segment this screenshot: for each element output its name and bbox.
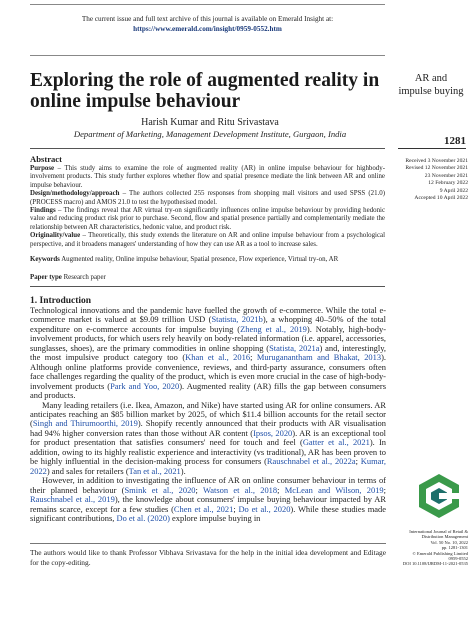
citation-link[interactable]: Rauschnabel et al., 2022a bbox=[266, 456, 356, 467]
body-text: ), the knowledge about consumers' impulse buying behaviour impacted by AR remains scarce, except for a few studies ( bbox=[30, 494, 386, 514]
archive-notice-text: The current issue and full text archive of this journal is available on Emerald Insight at: bbox=[81, 15, 334, 23]
received-line: 9 April 2022 bbox=[439, 187, 468, 194]
paper-type bbox=[30, 274, 106, 281]
body-text: Technological innovations and the pandemic have fuelled the growth of e-commerce. While the total e-commerce market is valued at $9.09 trillion USD ( bbox=[30, 305, 386, 325]
design-text: – The authors collected 255 responses from shopping mall visitors and used SPSS (21.0) (PROCESS macro) and AMOS 21.0 to test the hypothesised model. bbox=[30, 190, 385, 206]
archive-url-link[interactable]: https://www.emerald.com/insight/0959-0552.htm bbox=[133, 25, 282, 33]
paper-title: Exploring the role of augmented reality in online impulse behaviour bbox=[30, 70, 380, 112]
publisher-logo-icon bbox=[415, 472, 463, 520]
body-text: ). While these studies made significant contributions, bbox=[30, 503, 386, 523]
body-text: explore impulse buying in bbox=[169, 512, 261, 523]
body-text: ). AR is an exceptional tool for product presentation that satisfies consumers' need for touch and feel ( bbox=[30, 427, 387, 448]
citation-link[interactable]: Statista, 2021b bbox=[211, 314, 263, 325]
citation-link[interactable]: Muruganantham and Bhakat, 2013 bbox=[256, 352, 382, 363]
purpose-label: Purpose bbox=[30, 165, 55, 172]
abstract-findings bbox=[30, 207, 385, 232]
body-text: ). Although online platforms provide convenience, reviews, and third-party assurance, consumers often face challenges regarding the quality of the product, which is even more crucial in the case of high-body-involvement products ( bbox=[30, 352, 386, 391]
journal-line: Distribution Management bbox=[421, 534, 468, 540]
citation-link[interactable]: Rauschnabel et al., 2019 bbox=[30, 494, 115, 505]
body-text: ). bbox=[180, 465, 186, 476]
journal-line: pp. 1281-1301 bbox=[441, 545, 468, 551]
received-line: Received 3 November 2021 bbox=[405, 158, 468, 164]
authors: Harish Kumar and Ritu Srivastava bbox=[141, 117, 279, 128]
body-text: However, in addition to investigating the influence of AR on online consumer behaviour in terms of their planned behaviour ( bbox=[30, 475, 386, 495]
abstract-body bbox=[30, 165, 385, 249]
body-text: ; bbox=[355, 456, 361, 467]
page-number: 1281 bbox=[444, 135, 466, 147]
body-text: ; bbox=[233, 503, 239, 514]
logo-gap bbox=[439, 493, 461, 499]
received-line: 23 November 2021 bbox=[424, 172, 468, 179]
keywords-text: Augmented reality, Online impulse behaviour, Spatial presence, Flow experience, Virtual try-on, AR bbox=[59, 256, 339, 263]
body-text: ). Notably, high-body-involvement products, for which users rely heavily on body-related information (i.e. apparel, accessories, sunglasses, shoes), are the primary commodities in online shopping ( bbox=[30, 323, 387, 353]
citation-link[interactable]: McLean and Wilson, 2019 bbox=[284, 484, 384, 495]
journal-line: Vol. 50 No. 10, 2022 bbox=[430, 539, 468, 545]
received-line: Revised 12 November 2021 bbox=[405, 165, 468, 172]
body-text: ). In addition, owing to its highly realistic experience and interactivity (vs traditional), AR has been proven to be highly influential in the decision-making process for consumers ( bbox=[30, 437, 387, 467]
journal-line: © Emerald Publishing Limited bbox=[412, 550, 468, 556]
keywords-label: Keywords bbox=[30, 256, 60, 263]
footnote-rule bbox=[30, 543, 386, 544]
abstract-originality bbox=[30, 232, 385, 249]
margin-rule bbox=[398, 148, 466, 149]
citation-link[interactable]: Chen et al., 2021 bbox=[173, 503, 234, 514]
journal-line: 0959-0552 bbox=[448, 556, 468, 562]
citation-link[interactable]: Park and Yoo, 2020 bbox=[110, 380, 180, 391]
archive-notice bbox=[30, 4, 385, 56]
abstract-purpose bbox=[30, 165, 385, 190]
paper-type-label: Paper type bbox=[30, 274, 62, 281]
body-text: ; bbox=[195, 484, 203, 495]
journal-line: International Journal of Retail & bbox=[409, 529, 468, 534]
body-text: ). Shopify recently announced that their products with AR visualisation had 94% higher conversion rates than those without AR content ( bbox=[30, 418, 386, 438]
introduction-body bbox=[30, 306, 386, 523]
body-text: ; bbox=[277, 484, 285, 495]
citation-link[interactable]: Smink et al., 2020 bbox=[124, 484, 196, 495]
body-text: ). Augmented reality (AR) fills the gap between consumers and products. bbox=[30, 380, 386, 401]
body-text: ) and sales for retailers ( bbox=[46, 465, 129, 476]
keywords bbox=[30, 256, 368, 264]
citation-link[interactable]: Statista, 2021a bbox=[269, 342, 320, 353]
findings-text: – The findings reveal that AR virtual try-on significantly influences online impulse behaviour by providing hedonic value and reducing product risk prior to purchase. Second, flow and spatial presence partially and complementarily mediate the relationship between AR characteristics, hedonic value, and product risk. bbox=[30, 207, 385, 231]
citation-link[interactable]: Gatter et al., 2021 bbox=[302, 437, 370, 448]
design-label: Design/methodology/approach bbox=[30, 190, 120, 198]
paper-type-text: Research paper bbox=[61, 274, 106, 281]
citation-link[interactable]: Zheng et al., 2019 bbox=[240, 323, 307, 334]
citation-link[interactable]: Singh and Thirumoorthi, 2019 bbox=[32, 418, 138, 429]
citation-link[interactable]: Ipsos, 2020 bbox=[253, 427, 293, 438]
citation-link[interactable]: Tan et al., 2021 bbox=[128, 465, 181, 476]
abstract-design bbox=[30, 190, 385, 207]
body-text: ; bbox=[383, 484, 386, 495]
paragraph bbox=[30, 306, 386, 401]
acknowledgement-footnote: The authors would like to thank Professor Vibhava Srivastava for the help in the initial idea development and Editage for the copy-editing. bbox=[30, 548, 386, 567]
received-line: Accepted 10 April 2022 bbox=[414, 195, 468, 202]
received-dates bbox=[388, 158, 468, 202]
title-rule bbox=[30, 148, 385, 149]
body-text: ), a whopping 40–50% of the total expenditure on e-commerce accounts for impulse buying ( bbox=[30, 314, 387, 334]
body-text: ; bbox=[250, 352, 257, 363]
citation-link[interactable]: Do et al., 2020 bbox=[238, 503, 291, 514]
paragraph bbox=[30, 476, 386, 523]
findings-label: Findings bbox=[30, 207, 56, 215]
originality-text: – Theoretically, this study extends the literature on AR and online impulse behaviour from a psychological perspective, and it broadens managers' understanding of how they can use AR as a tool to increase sales. bbox=[30, 232, 385, 248]
body-text: Many leading retailers (i.e. Ikea, Amazon, and Nike) have started using AR for online consumers. AR anticipates reaching an $85 billion market by 2025, of which $11.4 billion accounts for the retail sector ( bbox=[30, 399, 386, 429]
citation-link[interactable]: Kumar, 2022 bbox=[30, 456, 386, 476]
purpose-text: – This study aims to examine the role of augmented reality (AR) in online impulse behaviour for highbody-involvement products. This study further explores whether flow and spatial presence mediate the link between AR and online impulse behaviour. bbox=[30, 165, 385, 189]
affiliation: Department of Marketing, Management Development Institute, Gurgaon, India bbox=[73, 129, 347, 139]
journal-info bbox=[386, 529, 468, 567]
abstract-rule bbox=[30, 286, 385, 287]
journal-doi-link[interactable]: DOI 10.1108/IJRDM-11-2021-0535 bbox=[402, 561, 468, 567]
received-line: 12 February 2022 bbox=[428, 180, 468, 187]
citation-link[interactable]: Do et al. (2020) bbox=[116, 512, 170, 523]
citation-link[interactable]: Watson et al., 2018 bbox=[202, 484, 278, 495]
paragraph bbox=[30, 401, 386, 477]
running-head: AR and impulse buying bbox=[398, 73, 464, 97]
body-text: ) and, interestingly, the most impulsive product category too ( bbox=[30, 342, 387, 363]
section-heading-introduction: 1. Introduction bbox=[30, 296, 92, 306]
citation-link[interactable]: Khan et al., 2016 bbox=[185, 352, 251, 363]
abstract-heading: Abstract bbox=[30, 154, 62, 164]
originality-label: Originality/value bbox=[30, 232, 81, 240]
